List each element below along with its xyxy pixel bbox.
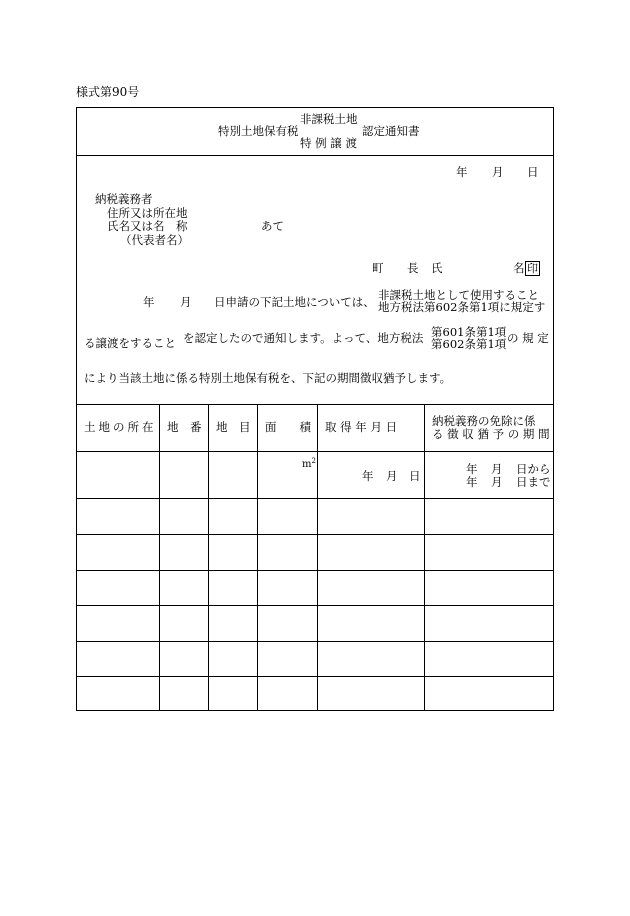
period-to-year: 年 [466,475,478,489]
body-option1-line1: 非課税土地として使用すること [378,288,539,302]
header-period-line1: 納税義務の免除に係 [432,414,536,428]
table-header-rule [76,451,554,452]
table-row-rule [76,498,554,499]
date-day: 日 [527,165,539,179]
table-row-rule [76,605,554,606]
honorific: あて [261,219,284,233]
body-year: 年 [143,295,155,309]
area-unit-sup: 2 [311,457,316,465]
title-line1: 非課税土地 [300,112,358,126]
issuer-head: 長 [407,261,419,275]
title-line2-right: 認定通知書 [362,124,420,138]
date-year: 年 [456,165,468,179]
header-lot: 地 番 [167,420,202,434]
body-month: 月 [180,295,192,309]
body-option1-line2: 地方税法第602条第1項に規定す [378,300,546,314]
table-col-divider [159,404,160,711]
period-to-day: 日まで [516,475,551,489]
body-option2-line2: 第602条第1項 [431,337,507,351]
table-col-divider [208,404,209,711]
body-text-2-left: る譲渡をすること [84,336,176,350]
area-unit-base: m [302,459,312,470]
table-row-rule [76,641,554,642]
period-from-year: 年 [466,462,478,476]
header-category: 地 目 [216,420,251,434]
header-acquired: 取 得 年 月 日 [325,420,398,434]
date-month: 月 [492,165,504,179]
name-label: 氏名又は名 称 [107,219,188,233]
acquired-month: 月 [386,469,398,483]
address-label: 住所又は所在地 [107,206,188,220]
title-divider [76,155,554,156]
issuer-title: 氏 [431,261,443,275]
table-col-divider [257,404,258,711]
taxpayer-label: 納税義務者 [95,192,153,206]
acquired-year: 年 [362,469,374,483]
period-to-month: 月 [491,475,503,489]
body-text-2-right: の 規 定 [507,331,549,345]
issuer-name: 名 [513,261,525,275]
representative-label: （代表者名） [120,233,189,247]
table-row-rule [76,534,554,535]
header-period-line2: る 徴 収 猶 予 の 期 間 [432,427,550,441]
issuer-town: 町 [372,261,384,275]
table-row-rule [76,676,554,677]
title-line3: 特 例 譲 渡 [300,136,357,150]
title-line2-left: 特別土地保有税 [218,124,299,138]
body-text-1: 日申請の下記土地については、 [214,295,375,309]
period-from-day: 日から [516,462,551,476]
table-col-divider [424,404,425,711]
header-location: 土地の所在 [84,420,157,434]
body-text-2-mid: を認定したので通知します。よって、地方税法 [183,331,424,345]
seal-mark: 印 [527,262,538,275]
table-top-rule [76,404,554,405]
area-unit [302,458,316,470]
header-area: 面 積 [265,420,311,434]
table-row-rule [76,570,554,571]
period-from-month: 月 [491,462,503,476]
body-text-3: により当該土地に係る特別土地保有税を、下記の期間徴収猶予します。 [84,371,452,385]
table-col-divider [317,404,318,711]
acquired-day: 日 [409,469,421,483]
form-number: 様式第90号 [76,85,140,99]
body-option2-line1: 第601条第1項 [431,325,507,339]
